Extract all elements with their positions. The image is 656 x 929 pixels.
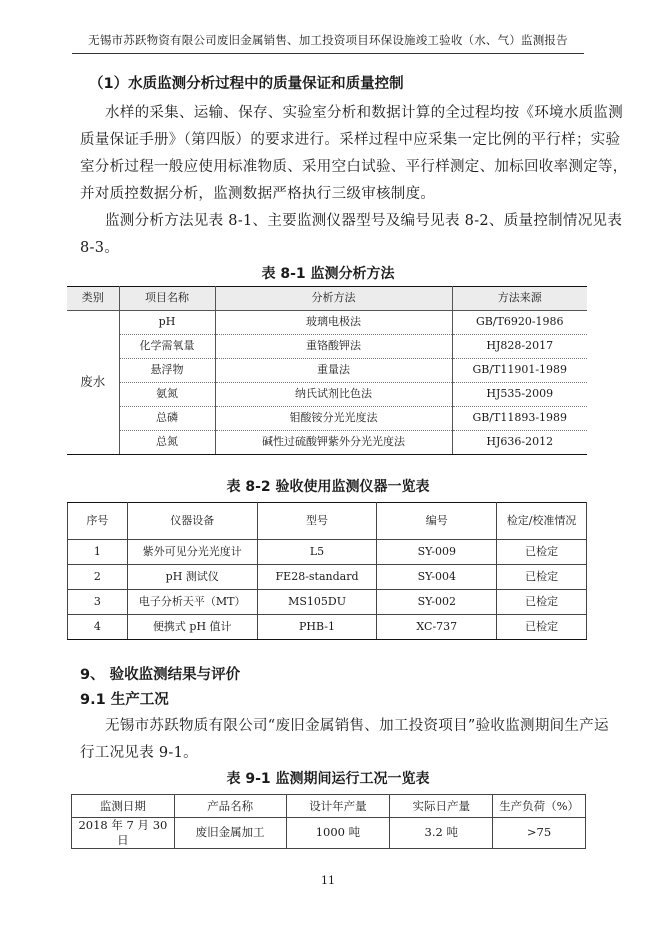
table-cell: 3 (68, 590, 128, 615)
table-row (67, 359, 587, 383)
table-row (68, 540, 587, 565)
para1-line2: 质量保证手册》（第四版）的要求进行。采样过程中应采集一定比例的平行样；实验 (80, 132, 621, 148)
table-header-cell: 编号 (377, 503, 497, 540)
table-header-cell: 生产负荷（%） (493, 795, 586, 818)
table-cell: HJ828-2017 (452, 335, 587, 359)
table-cell: 钼酸铵分光光度法 (215, 407, 452, 431)
table-row (68, 565, 587, 590)
table-header-row (67, 287, 587, 311)
table-header-cell: 分析方法 (215, 287, 452, 311)
table-cell: 1 (68, 540, 128, 565)
table-cell: 已检定 (497, 615, 587, 640)
table-header-cell: 项目名称 (119, 287, 215, 311)
instruments-table (67, 502, 587, 640)
table-cell: 便携式 pH 值计 (127, 615, 257, 640)
table-cell: 3.2 吨 (390, 818, 493, 849)
table-row (67, 383, 587, 407)
table-cell: GB/T11901-1989 (452, 359, 587, 383)
table-cell: 总氮 (119, 431, 215, 455)
table-header-row (68, 503, 587, 540)
table-cell: GB/T6920-1986 (452, 311, 587, 335)
table-cell: 重量法 (215, 359, 452, 383)
table-header-cell: 仪器设备 (127, 503, 257, 540)
section-1-title: （1）水质监测分析过程中的质量保证和质量控制 (89, 76, 404, 92)
table-cell: 纳氏试剂比色法 (215, 383, 452, 407)
table-cell: 重铬酸钾法 (215, 335, 452, 359)
table-cell: 4 (68, 615, 128, 640)
table3-caption: 表 9-1 监测期间运行工况一览表 (226, 771, 430, 787)
section-9-1-title: 9.1 生产工况 (80, 692, 169, 708)
table-cell: 电子分析天平（MT） (127, 590, 257, 615)
table-cell: 2018 年 7 月 30 日 (72, 818, 175, 849)
para3-line2: 行工况见表 9-1。 (80, 745, 198, 761)
section-9-title: 9、 验收监测结果与评价 (80, 667, 241, 683)
table-row (68, 615, 587, 640)
table-cell: HJ535-2009 (452, 383, 587, 407)
table-cell: 废旧金属加工 (174, 818, 286, 849)
table-header-cell: 实际日产量 (390, 795, 493, 818)
table-header-cell: 设计年产量 (286, 795, 390, 818)
para2-line2: 8-3。 (80, 240, 120, 256)
table-cell: L5 (257, 540, 377, 565)
table-header-cell: 型号 (257, 503, 377, 540)
table-cell: 已检定 (497, 590, 587, 615)
category-cell: 废水 (67, 311, 119, 455)
table-cell: HJ636-2012 (452, 431, 587, 455)
table-header-cell: 类别 (67, 287, 119, 311)
table-row (67, 311, 587, 335)
table-cell: >75 (493, 818, 586, 849)
analysis-methods-table (67, 286, 587, 455)
table-cell: 悬浮物 (119, 359, 215, 383)
table-cell: MS105DU (257, 590, 377, 615)
para3-line1: 无锡市苏跃物质有限公司“废旧金属销售、加工投资项目”验收监测期间生产运 (105, 718, 609, 734)
table-header-cell: 监测日期 (72, 795, 175, 818)
para1-line4: 并对质控数据分析，监测数据严格执行三级审核制度。 (80, 186, 436, 202)
table-cell: SY-004 (377, 565, 497, 590)
table-cell: PHB-1 (257, 615, 377, 640)
table-header-cell: 检定/校准情况 (497, 503, 587, 540)
table-cell: pH 测试仪 (127, 565, 257, 590)
table-cell: GB/T11893-1989 (452, 407, 587, 431)
table-cell: 已检定 (497, 540, 587, 565)
operating-conditions-table (71, 794, 586, 849)
table2-caption: 表 8-2 验收使用监测仪器一览表 (226, 479, 430, 495)
para1-line1: 水样的采集、运输、保存、实验室分析和数据计算的全过程均按《环境水质监测 (105, 105, 623, 121)
table-header-cell: 产品名称 (174, 795, 286, 818)
table-cell: 化学需氧量 (119, 335, 215, 359)
table-cell: 氨氮 (119, 383, 215, 407)
table-cell: 碱性过硫酸钾紫外分光光度法 (215, 431, 452, 455)
table-cell: 玻璃电极法 (215, 311, 452, 335)
table-cell: XC-737 (377, 615, 497, 640)
table-cell: 2 (68, 565, 128, 590)
para2-line1: 监测分析方法见表 8-1、主要监测仪器型号及编号见表 8-2、质量控制情况见表 (105, 213, 623, 229)
page-header: 无锡市苏跃物资有限公司废旧金属销售、加工投资项目环保设施竣工验收（水、气）监测报告 (72, 32, 584, 54)
table-row (72, 818, 586, 849)
table-cell: SY-009 (377, 540, 497, 565)
table-row (67, 335, 587, 359)
table-cell: pH (119, 311, 215, 335)
table-header-cell: 方法来源 (452, 287, 587, 311)
table-row (68, 590, 587, 615)
table-header-cell: 序号 (68, 503, 128, 540)
table-cell: 1000 吨 (286, 818, 390, 849)
page-number: 11 (321, 874, 335, 887)
table-cell: 紫外可见分光光度计 (127, 540, 257, 565)
table-header-row (72, 795, 586, 818)
table-cell: SY-002 (377, 590, 497, 615)
table-cell: FE28-standard (257, 565, 377, 590)
table1-caption: 表 8-1 监测分析方法 (261, 266, 395, 282)
para1-line3: 室分析过程一般应使用标准物质、采用空白试验、平行样测定、加标回收率测定等， (80, 159, 628, 175)
table-row (67, 431, 587, 455)
table-row (67, 407, 587, 431)
table-cell: 总磷 (119, 407, 215, 431)
table-cell: 已检定 (497, 565, 587, 590)
